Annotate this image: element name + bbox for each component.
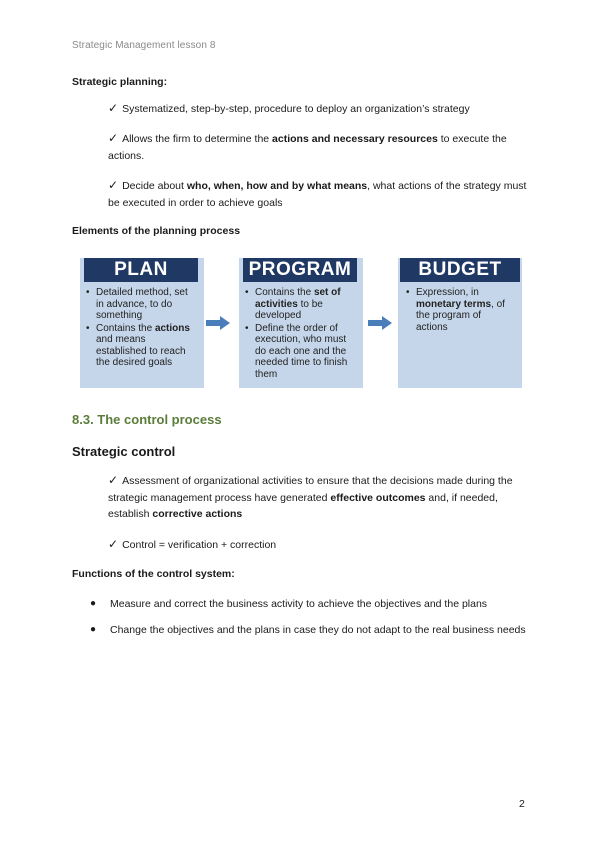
program-box: [239, 258, 363, 388]
list-item-text: Measure and correct the business activity to achieve the objectives and the plans: [110, 598, 488, 610]
list-item-text: Change the objectives and the plans in case they do not adapt to the real business needs: [110, 624, 526, 636]
checkmark-icon: ✓: [108, 178, 119, 192]
checkmark-icon: ✓: [108, 131, 119, 145]
program-bullet-2: • Define the order of execution, who must do each one and the needed time to finish them: [245, 323, 357, 381]
page-number: 2: [519, 798, 525, 810]
program-title: PROGRAM: [243, 258, 357, 282]
planning-item-1: ✓ Systematized, step-by-step, procedure to deploy an organization’s strategy: [108, 101, 470, 115]
plan-box: [80, 258, 204, 388]
checkmark-icon: ✓: [108, 537, 119, 551]
bullet-icon: ●: [90, 624, 97, 635]
planning-item-2: ✓ Allows the firm to determine the actions and necessary resources to execute the actions.: [108, 131, 507, 162]
plan-bullet-1: • Detailed method, set in advance, to do something: [86, 287, 196, 322]
budget-box: [398, 258, 522, 388]
checkmark-icon: ✓: [108, 101, 119, 115]
budget-title: BUDGET: [400, 258, 520, 282]
page-header: Strategic Management lesson 8: [72, 40, 216, 51]
bullet-icon: ●: [90, 598, 97, 609]
checkmark-icon: ✓: [108, 473, 119, 487]
arrow-right-icon: [206, 316, 230, 330]
budget-list: [398, 282, 522, 333]
control-item-2: ✓ Control = verification + correction: [108, 537, 277, 551]
program-list: [239, 282, 363, 380]
functions-heading: Functions of the control system:: [72, 568, 235, 580]
control-item-1: ✓ Assessment of organizational activities to ensure that the decisions made during the strategic management process have generated effective outcomes and, if needed, establish corrective actions: [108, 473, 513, 520]
plan-list: [80, 282, 204, 369]
plan-title: PLAN: [84, 258, 198, 282]
program-bullet-1: • Contains the set of activities to be developed: [245, 287, 357, 322]
plan-bullet-2: • Contains the actions and means established to reach the desired goals: [86, 323, 196, 369]
list-item: [90, 622, 530, 658]
planning-item-3: ✓ Decide about who, when, how and by what means, what actions of the strategy must be executed in order to achieve goals: [108, 178, 527, 209]
list-item: [90, 596, 530, 616]
strategic-planning-heading: Strategic planning:: [72, 76, 168, 88]
section-title: 8.3. The control process: [72, 412, 222, 427]
budget-bullet-1: • Expression, in monetary terms, of the program of actions: [406, 287, 514, 333]
subsection-title: Strategic control: [72, 444, 176, 459]
elements-heading: Elements of the planning process: [72, 225, 241, 237]
arrow-right-icon: [368, 316, 392, 330]
